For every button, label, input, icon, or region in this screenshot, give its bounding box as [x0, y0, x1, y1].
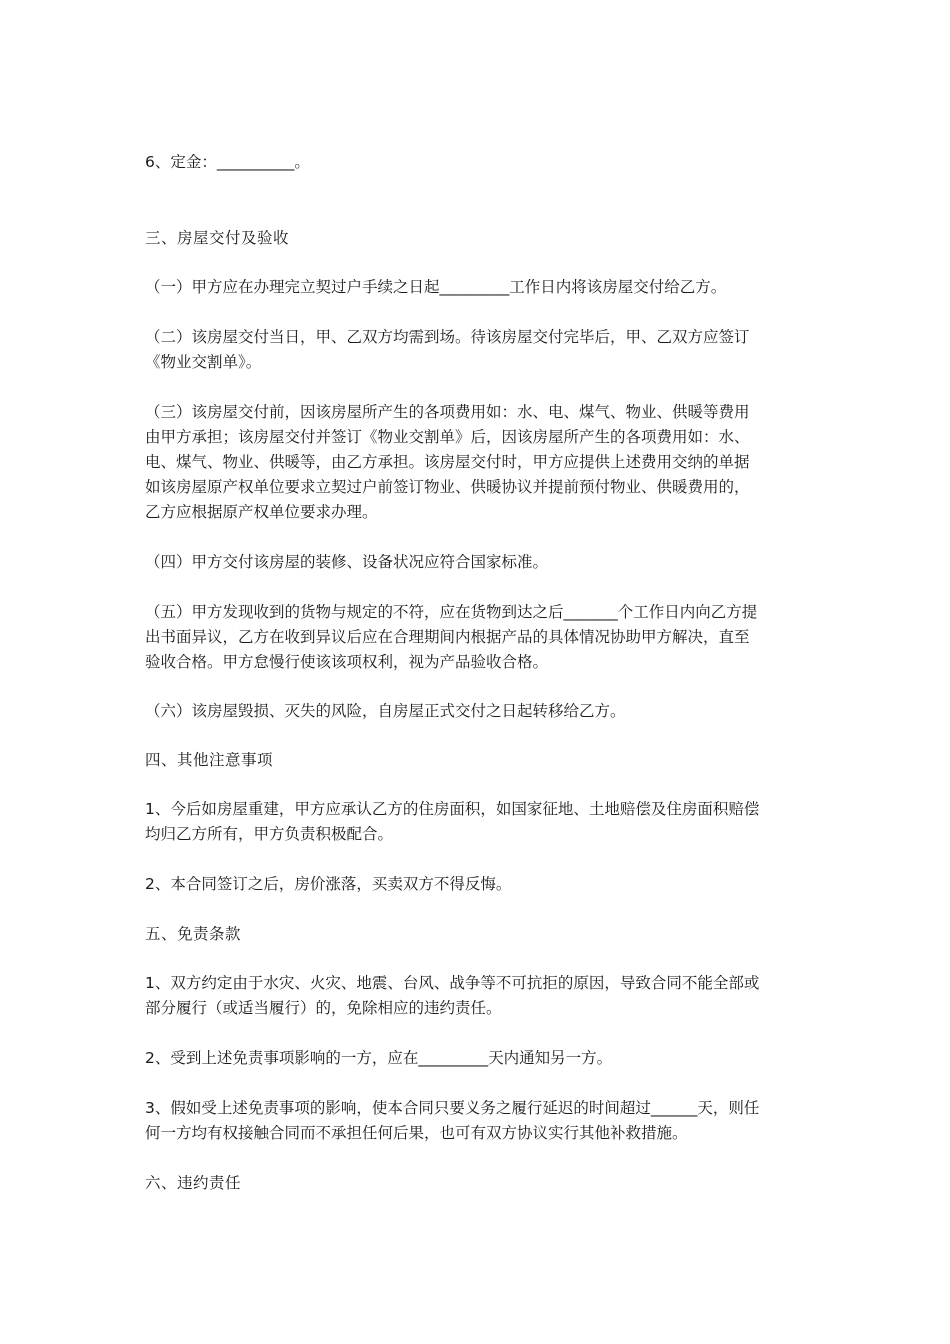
clause-5-2 — [145, 1046, 811, 1071]
text-line: 3、假如受上述免责事项的影响，使本合同只要义务之履行延迟的时间超过______天，则任 — [145, 1099, 760, 1117]
text-line: 部分履行（或适当履行）的，免除相应的违约责任。 — [145, 999, 502, 1017]
text-line: 三、房屋交付及验收 — [145, 229, 290, 247]
text-line: （三）该房屋交付前，因该房屋所产生的各项费用如：水、电、煤气、物业、供暖等费用 — [145, 403, 750, 421]
text-line: 何一方均有权接触合同而不承担任何后果，也可有双方协议实行其他补救措施。 — [145, 1124, 688, 1142]
clause-3-3 — [145, 400, 811, 525]
clause-3-1 — [145, 275, 811, 300]
clause-4-2 — [145, 872, 811, 897]
deposit-clause — [145, 150, 811, 175]
text-line: 6、定金：__________。 — [145, 153, 310, 171]
text-line: 五、免责条款 — [145, 925, 242, 943]
text-line: 《物业交割单》。 — [145, 353, 262, 371]
text-line: 由甲方承担；该房屋交付并签订《物业交割单》后，因该房屋所产生的各项费用如：水、 — [145, 428, 750, 446]
text-line: 四、其他注意事项 — [145, 751, 274, 769]
text-line: 1、双方约定由于水灾、火灾、地震、台风、战争等不可抗拒的原因，导致合同不能全部或 — [145, 974, 760, 992]
section-heading-other-matters — [145, 748, 811, 773]
text-line: 出书面异议，乙方在收到异议后应在合理期间内根据产品的具体情况协助甲方解决，直至 — [145, 628, 750, 646]
text-line: 电、煤气、物业、供暖等，由乙方承担。该房屋交付时，甲方应提供上述费用交纳的单据 — [145, 453, 750, 471]
clause-4-1 — [145, 797, 811, 847]
text-line: （五）甲方发现收到的货物与规定的不符，应在货物到达之后_______个工作日内向乙方提 — [145, 603, 758, 621]
text-line: 2、受到上述免责事项影响的一方，应在_________天内通知另一方。 — [145, 1049, 613, 1067]
clause-3-5 — [145, 600, 811, 675]
section-heading-liability — [145, 1171, 811, 1196]
text-line: 六、违约责任 — [145, 1174, 242, 1192]
text-line: （一）甲方应在办理完立契过户手续之日起_________工作日内将该房屋交付给乙方。 — [145, 278, 727, 296]
clause-3-6 — [145, 699, 811, 724]
text-line: 如该房屋原产权单位要求立契过户前签订物业、供暖协议并提前预付物业、供暖费用的， — [145, 478, 750, 496]
section-heading-exemption — [145, 922, 811, 947]
section-heading-delivery — [145, 226, 811, 251]
clause-3-2 — [145, 325, 811, 375]
text-line: （二）该房屋交付当日，甲、乙双方均需到场。待该房屋交付完毕后，甲、乙双方应签订 — [145, 328, 750, 346]
clause-5-3 — [145, 1096, 811, 1146]
text-line: （六）该房屋毁损、灭失的风险，自房屋正式交付之日起转移给乙方。 — [145, 702, 626, 720]
text-line: 验收合格。甲方怠慢行使该该项权利，视为产品验收合格。 — [145, 653, 549, 671]
text-line: 1、今后如房屋重建，甲方应承认乙方的住房面积，如国家征地、土地赔偿及住房面积赔偿 — [145, 800, 760, 818]
clause-5-1 — [145, 971, 811, 1021]
text-line: 乙方应根据原产权单位要求办理。 — [145, 503, 378, 521]
text-line: 均归乙方所有，甲方负责积极配合。 — [145, 825, 394, 843]
clause-3-4 — [145, 550, 811, 575]
text-line: 2、本合同签订之后，房价涨落，买卖双方不得反悔。 — [145, 875, 512, 893]
text-line: （四）甲方交付该房屋的装修、设备状况应符合国家标准。 — [145, 553, 549, 571]
